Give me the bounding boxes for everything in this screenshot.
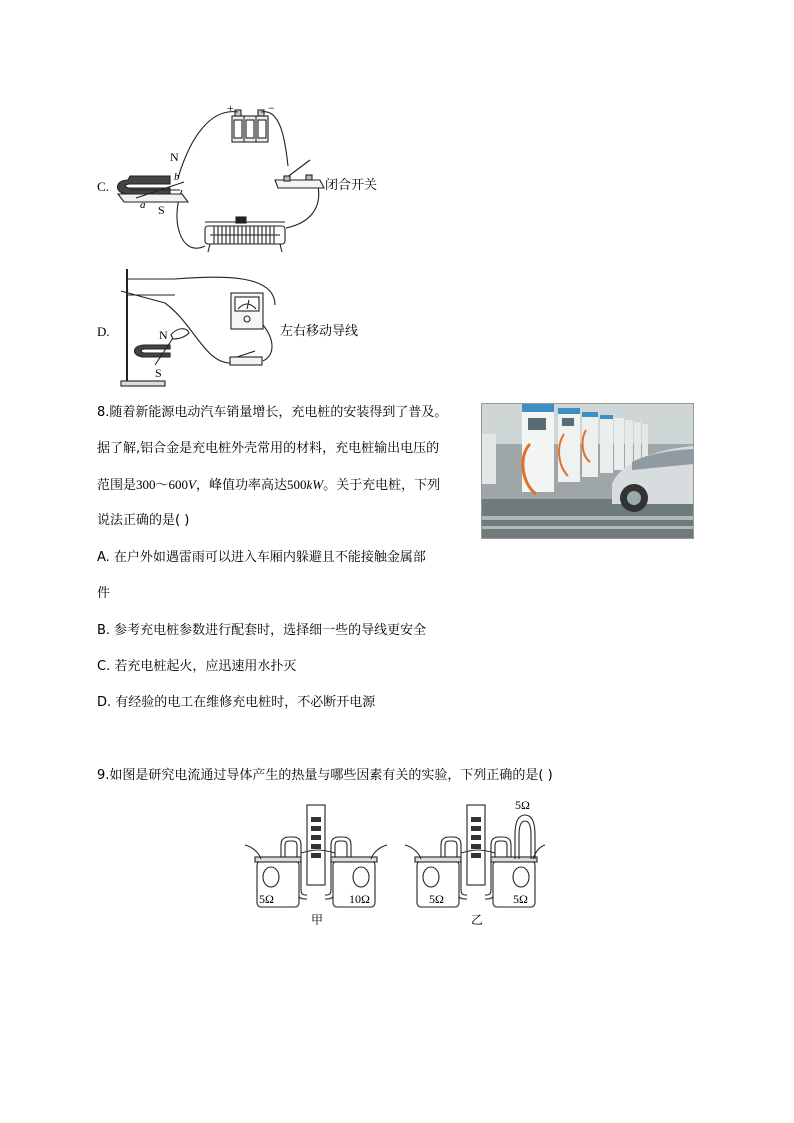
left-r2-label: 10Ω xyxy=(349,892,370,906)
q8-power-unit: kW xyxy=(306,477,324,492)
switch-icon xyxy=(275,160,324,188)
option-d-circuit-diagram xyxy=(115,265,285,390)
q8-option-c[interactable]: C. 若充电桩起火，应迅速用水扑灭 xyxy=(97,659,297,674)
magnet-n-label: N xyxy=(170,150,179,164)
q8-line-3 xyxy=(97,476,440,495)
magnet-s-label-d: S xyxy=(155,366,162,380)
left-caption: 甲 xyxy=(311,913,324,927)
q8-option-d[interactable]: D. 有经验的电工在维修充电桩时，不必断开电源 xyxy=(97,695,376,710)
option-d-letter: D. xyxy=(97,324,110,339)
rod-b-label: b xyxy=(174,171,180,183)
switch-icon-d xyxy=(230,351,262,365)
battery-minus-label: − xyxy=(268,101,275,115)
q8-line-3-text-a: 范围是 xyxy=(97,478,137,493)
rod-a-label: a xyxy=(140,199,146,211)
rheostat-icon xyxy=(205,217,285,252)
switch-caption: 闭合开关 xyxy=(325,178,378,193)
q8-voltage-range: 300～600 xyxy=(136,477,189,492)
q8-voltage-unit: V xyxy=(188,477,196,492)
magnet-n-label-d: N xyxy=(159,328,168,342)
q8-line-3-text-b: ，峰值功率高达 xyxy=(195,478,287,493)
magnet-icon-d xyxy=(135,335,176,365)
q9-stem: 9.如图是研究电流通过导体产生的热量与哪些因素有关的实验，下列正确的是( ) xyxy=(97,768,553,783)
q8-option-a-continued: 件 xyxy=(97,586,111,601)
q8-line-3-text-c: 。关于充电桩，下列 xyxy=(323,478,441,493)
q8-option-a[interactable]: A. 在户外如遇雷雨可以进入车厢内躲避且不能接触金属部 xyxy=(97,550,426,565)
magnet-s-label: S xyxy=(158,203,165,217)
right-r2-label: 5Ω xyxy=(513,892,528,906)
q8-power-value: 500 xyxy=(287,477,307,492)
q8-option-b[interactable]: B. 参考充电桩参数进行配套时，选择细一些的导线更安全 xyxy=(97,623,427,638)
left-r1-label: 5Ω xyxy=(259,892,274,906)
option-c-letter: C. xyxy=(97,179,109,194)
wire-caption: 左右移动导线 xyxy=(280,324,359,339)
battery-icon xyxy=(232,110,268,142)
right-r3-label: 5Ω xyxy=(515,798,530,812)
right-caption: 乙 xyxy=(471,913,484,927)
galvanometer-icon xyxy=(231,293,263,329)
charging-station-photo xyxy=(481,403,694,539)
q8-line-2: 据了解,铝合金是充电桩外壳常用的材料，充电桩输出电压的 xyxy=(97,441,440,456)
q9-experiment-diagram xyxy=(245,795,545,930)
q8-line-4: 说法正确的是( ) xyxy=(97,513,190,528)
battery-plus-label: + xyxy=(227,101,234,115)
right-r1-label: 5Ω xyxy=(429,892,444,906)
q8-line-1: 8.随着新能源电动汽车销量增长，充电桩的安装得到了普及。 xyxy=(97,405,448,420)
hand-icon xyxy=(171,329,189,339)
